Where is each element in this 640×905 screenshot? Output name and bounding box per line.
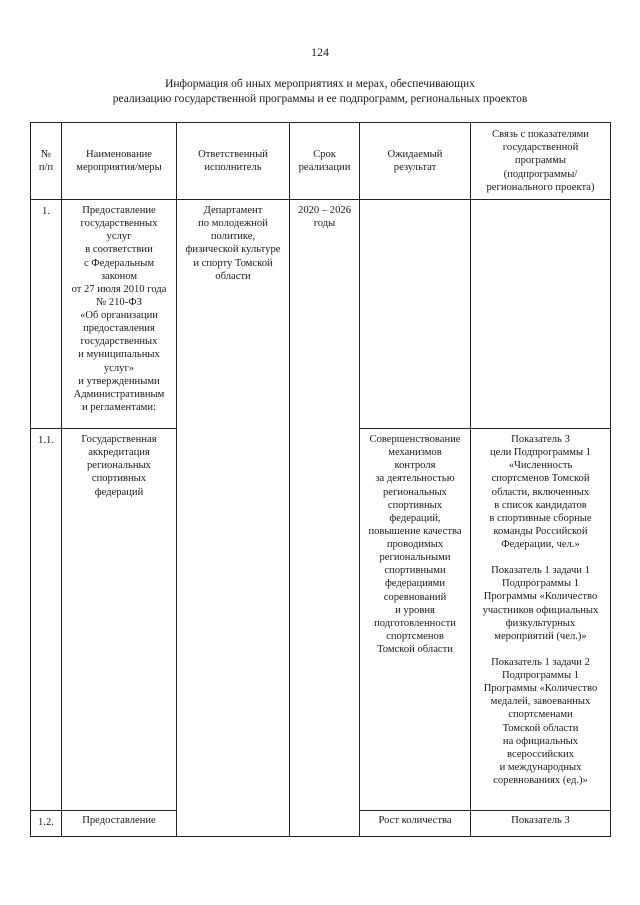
text-line: государственных: [80, 218, 158, 230]
text-line: программы: [514, 155, 567, 167]
result-cell: [360, 200, 471, 429]
text-line: соревнованиях (ед.)»: [493, 775, 588, 786]
result-cell: [360, 429, 471, 811]
text-line: региональных: [87, 460, 151, 472]
header-result: [360, 123, 471, 200]
text-line: Связь с показателями: [492, 129, 589, 141]
text-line: федераций,: [389, 512, 441, 524]
row-number: 1.: [31, 200, 62, 429]
text-line: с Федеральным: [83, 257, 155, 269]
text-line: услуг»: [103, 362, 135, 374]
text-line: услуг: [106, 231, 132, 243]
header-executor: [177, 123, 290, 200]
text-line: спортивными: [384, 565, 446, 577]
header-num: [31, 123, 62, 200]
title-line: Информация об иных мероприятиях и мерах, обеспечивающих: [165, 78, 475, 90]
text-line: и муниципальных: [78, 349, 160, 361]
text-line: Срок: [313, 148, 336, 160]
text-line: Административным: [73, 388, 165, 400]
text-line: медалей, завоеванных: [490, 696, 591, 708]
text-line: Программы «Количество: [483, 591, 598, 603]
text-line: Томской области: [502, 722, 579, 734]
text-line: законом: [100, 270, 138, 282]
text-line: проводимых: [386, 539, 444, 550]
text-line: Показатель 1 задачи 2: [491, 656, 590, 668]
text-line: (подпрограммы/: [503, 168, 578, 180]
text-line: государственных: [80, 336, 158, 348]
text-line: политике,: [210, 231, 256, 243]
text-line: Показатель 3: [511, 434, 570, 445]
text-line: спортивных: [387, 499, 443, 511]
text-line: Показатель 3: [511, 815, 570, 826]
text-line: всероссийских: [507, 748, 574, 760]
text-line: подготовленности: [374, 617, 456, 629]
text-line: 2020 – 2026: [298, 205, 351, 216]
block-gap: [473, 551, 608, 564]
text-line: Департамент: [203, 205, 263, 216]
text-line: Подпрограммы 1: [501, 578, 580, 590]
text-line: и утвержденными: [78, 375, 160, 387]
header-link: [471, 123, 611, 200]
text-line: Рост количества: [378, 815, 452, 826]
text-line: №: [40, 148, 52, 160]
text-line: контроля: [394, 460, 436, 472]
text-line: от 27 июля 2010 года: [71, 283, 167, 295]
text-line: механизмов: [388, 447, 442, 459]
text-line: повышение качества: [368, 525, 462, 537]
text-line: спортсменами: [508, 709, 573, 721]
title-line: реализацию государственной программы и ее подпрограмм, региональных проектов: [112, 92, 528, 105]
text-line: Предоставление: [82, 815, 156, 826]
text-line: и спорту Томской: [193, 257, 273, 269]
executor-cell: [177, 200, 290, 837]
measure-name-cell: [62, 429, 177, 811]
text-line: аккредитация: [88, 447, 150, 459]
header-name: [62, 123, 177, 200]
text-line: участников официальных: [482, 604, 599, 616]
text-line: реализации: [298, 162, 351, 173]
document-title: [40, 77, 600, 107]
text-line: исполнитель: [204, 162, 262, 173]
text-line: № 210-ФЗ: [96, 296, 142, 308]
text-line: федерациями: [384, 578, 446, 590]
text-line: спортсменов: [386, 630, 444, 642]
text-line: Наименование: [86, 148, 152, 160]
text-line: федераций: [94, 486, 144, 498]
text-line: мероприятий (чел.)»: [494, 630, 587, 642]
text-line: в спортивные сборные: [489, 512, 592, 524]
text-line: региональных: [383, 486, 447, 498]
row-number: 1.1.: [31, 429, 62, 811]
text-line: п/п: [38, 162, 54, 173]
text-line: цели Подпрограммы 1: [489, 447, 592, 459]
text-line: физической культуре: [185, 244, 281, 256]
text-line: мероприятия/меры: [76, 162, 162, 173]
header-period: [290, 123, 360, 200]
text-line: «Численность: [508, 460, 573, 472]
link-cell: [471, 811, 611, 837]
measure-name-cell: [62, 811, 177, 837]
text-line: государственной: [502, 142, 579, 154]
text-line: Федерации, чел.»: [501, 539, 580, 550]
text-line: Томской области: [377, 644, 453, 655]
text-line: регионального проекта): [486, 181, 595, 193]
table-header-row: [31, 123, 611, 200]
text-line: по молодежной: [198, 218, 268, 230]
period-cell: [290, 200, 360, 837]
measure-name-cell: [62, 200, 177, 429]
text-line: команды Российской: [493, 525, 588, 537]
text-line: результат: [393, 162, 437, 173]
link-cell: [471, 429, 611, 811]
text-line: Программы «Количество: [483, 683, 598, 695]
text-line: Предоставление: [82, 205, 156, 216]
text-line: «Об организации: [80, 310, 158, 321]
text-line: на официальных: [502, 735, 579, 747]
text-line: и международных: [499, 761, 582, 773]
text-line: и уровня: [395, 604, 435, 616]
text-line: соревнований: [383, 591, 447, 603]
text-line: за деятельностью: [375, 473, 455, 485]
measures-table: [30, 122, 611, 837]
text-line: в соответствии: [85, 244, 153, 256]
text-line: Показатель 1 задачи 1: [491, 565, 590, 577]
text-line: Государственная: [81, 434, 157, 445]
text-line: в список кандидатов: [494, 499, 587, 511]
text-line: годы: [313, 218, 336, 230]
text-line: Ответственный: [198, 148, 268, 160]
text-line: спортивных: [91, 473, 147, 485]
page-number: 124: [311, 45, 329, 59]
text-line: области: [215, 270, 251, 282]
text-line: спортсменов Томской: [491, 473, 590, 485]
row-number: 1.2.: [31, 811, 62, 837]
text-line: Совершенствование: [369, 434, 461, 445]
block-gap: [473, 643, 608, 656]
table-row: [31, 200, 611, 429]
text-line: физкультурных: [505, 617, 576, 629]
text-line: Ожидаемый: [387, 148, 443, 160]
text-line: региональными: [379, 552, 451, 564]
text-line: области, включенных: [491, 486, 590, 498]
text-line: предоставления: [83, 323, 155, 335]
text-line: и регламентами:: [82, 401, 156, 413]
result-cell: [360, 811, 471, 837]
text-line: Подпрограммы 1: [501, 670, 580, 681]
link-cell: [471, 200, 611, 429]
